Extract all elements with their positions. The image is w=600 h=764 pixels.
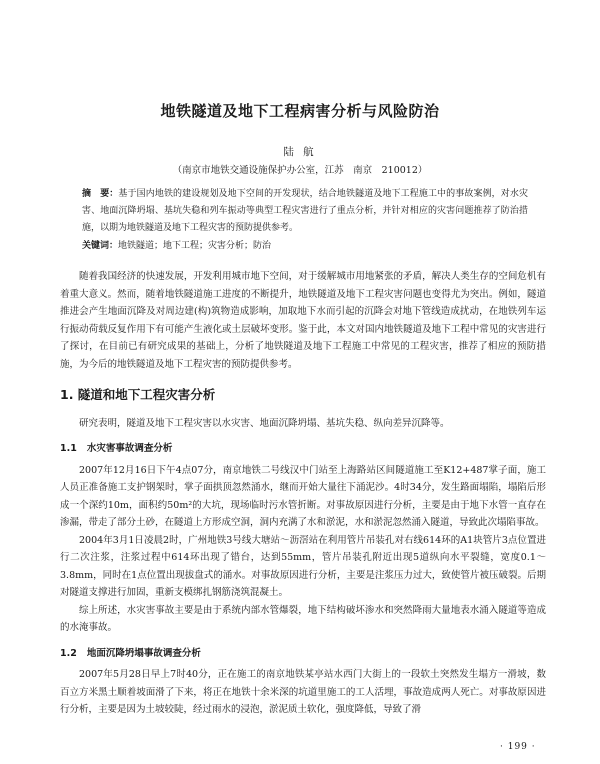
section-1-2-paragraph-1: 2007年5月28日早上7时40分，正在施工的南京地铁某亭站水西门大街上的一段软土突然发生塌方一滑坡，数百立方米黑土顺着坡面滑了下来，将正在地铁十余米深的坑道里施工的工人活埋，事故造成两人死亡。对事故原因进行分析，主要是因为土坡较陡，经过雨水的浸泡，淤泥质土软化，强度降低，导致了滑	[60, 669, 546, 715]
section-1-1-heading	[60, 440, 546, 458]
section-1-1-paragraph-1: 2007年12月16日下午4点07分，南京地铁二号线汉中门站至上海路站区间隧道施工至K12+487掌子面，施工人员正准备施工支护钢架时，掌子面拱顶忽然涌水，继而开始大量往下涌泥沙。4时34分，发生路面塌陷，塌陷后形成一个深约10m，面积约50m²的大坑，现场临时污水管折断。对事故原因进行分析，主要是由于地下水管一直存在渗漏，带走了部分土砂，在隧道上方形成空洞，洞内充满了水和淤泥，水和淤泥忽然涌入隧道，导致此次塌陷事故。	[60, 464, 546, 528]
section-1-1-paragraph-2: 2004年3月1日凌晨2时，广州地铁3号线大塘站～沥滘站在利用管片吊装孔对右线614环的A1块管片3点位置进行二次注浆，注浆过程中614环出现了错台，达到55mm，管片吊装孔附近出现5道纵向水平裂缝，宽度0.1～3.8mm，同时在1点位置出现拔盘式的涌水。对事故原因进行分析，主要是注浆压力过大，致使管片被压破裂。后期对隧道支撑进行加固，重新支模绑扎钢筋浇筑混凝土。	[60, 534, 546, 598]
section-1-1-paragraph-3: 综上所述，水灾害事故主要是由于系统内部水管爆裂，地下结构破坏渗水和突然降雨大量地表水涌入隧道等造成的水淹事故。	[60, 604, 546, 633]
abstract-paragraph	[82, 186, 528, 237]
author-affiliation: （南京市地铁交通设施保护办公室，江苏 南京 210012）	[172, 165, 428, 176]
section-1-heading: 1. 隧道和地下工程灾害分析	[60, 387, 216, 402]
page-number: · 199 ·	[500, 742, 536, 752]
section-1-2-heading	[60, 645, 546, 663]
section-1-1-title: 水灾害事故调查分析	[86, 443, 173, 454]
paper-title: 地铁隧道及地下工程病害分析与风险防治	[160, 102, 440, 120]
keywords-line	[82, 238, 528, 255]
section-1-2-title: 地面沉降坍塌事故调查分析	[86, 647, 201, 659]
intro-paragraph: 随着我国经济的快速发展，开发利用城市地下空间，对于缓解城市用地紧张的矛盾，解决人类生存的空间危机有着重大意义。然而，随着地铁隧道施工进度的不断提升，地铁隧道及地下工程灾害问题也变得尤为突出。例如，隧道推进会产生地面沉降及对周边建(构)筑物造成影响，加取地下水而引起的沉降会对地下管线造成扰动，在地铁列车运行振动荷载反复作用下有可能产生液化或土层破坏变形。鉴于此，本文对国内地铁隧道及地下工程中常见的灾害进行了探讨，在目前已有研究成果的基础上，分析了地铁隧道及地下工程施工中常见的工程灾害，推荐了相应的预防措施，为今后的地铁隧道及地下工程灾害的预防提供参考。	[60, 271, 546, 370]
section-1-1-number: 1.1	[60, 443, 77, 454]
keywords-label: 关键词：	[82, 241, 119, 251]
keywords-text: 地铁隧道；地下工程；灾害分析；防治	[118, 241, 272, 251]
paper-body	[60, 268, 546, 719]
author-name: 陆 航	[283, 146, 317, 158]
abstract-text: 基于国内地铁的建设规划及地下空间的开发现状，结合地铁隧道及地下工程施工中的事故案例，对水灾害、地面沉降坍塌、基坑失稳和列车振动等典型工程灾害进行了重点分析，并针对相应的灾害问题推荐了防治措施，以期为地铁隧道及地下工程灾害的预防提供参考。	[82, 189, 528, 233]
section-1-2-number: 1.2	[60, 647, 77, 659]
abstract-label: 摘 要：	[82, 189, 119, 199]
abstract-block	[82, 186, 528, 255]
section-1-lead: 研究表明，隧道及地下工程灾害以水灾害、地面沉降坍塌、基坑失稳、纵向差异沉降等。	[79, 417, 450, 429]
